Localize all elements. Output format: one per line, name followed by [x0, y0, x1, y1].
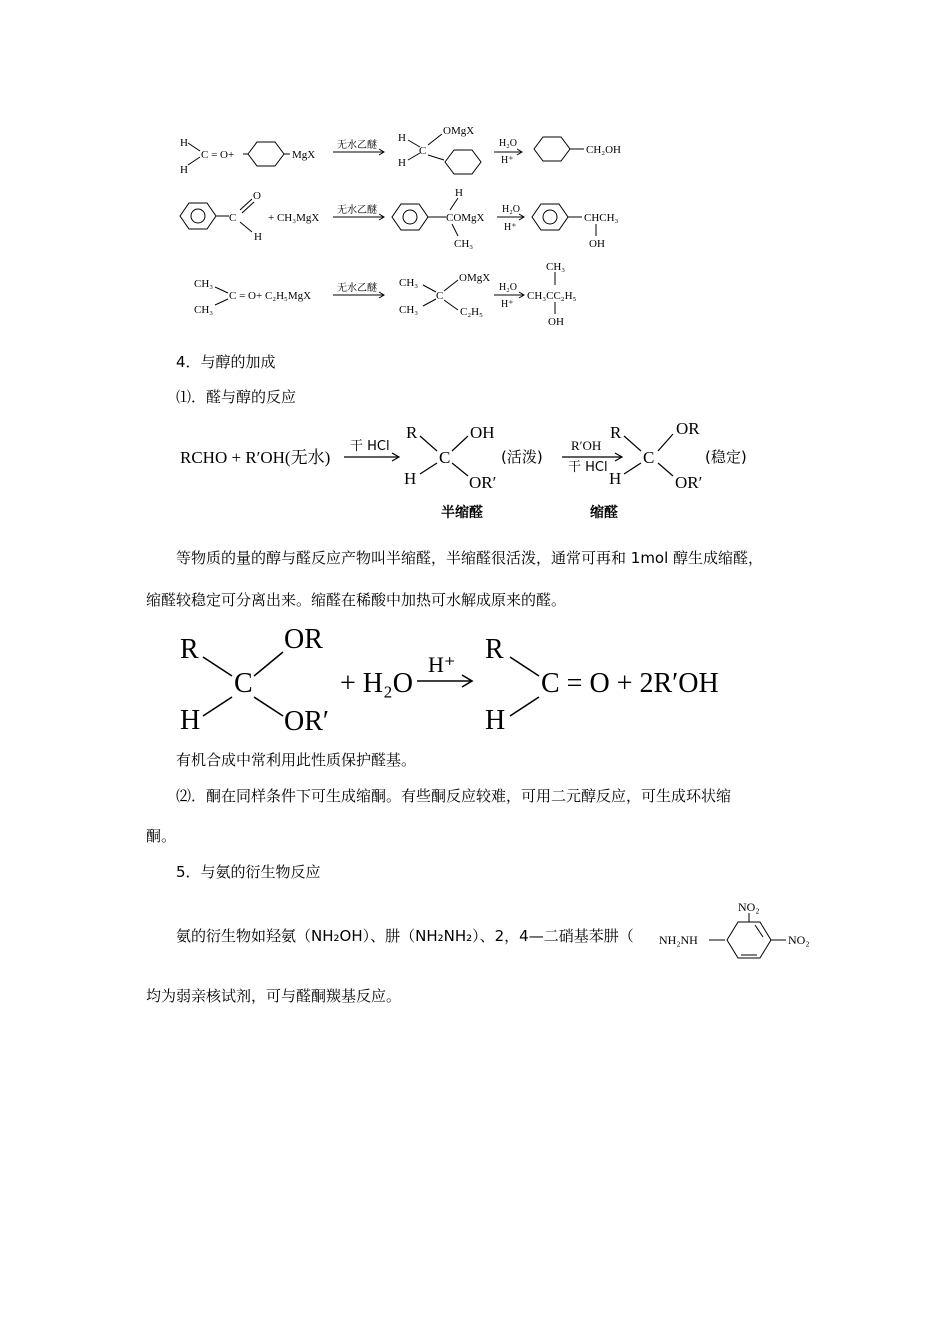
r1-h-bottom: H — [180, 164, 188, 176]
eq1-label-hemiacetal: 半缩醛 — [441, 505, 483, 521]
dnph-no2-top: NO₂ — [738, 900, 760, 914]
eq1-condition-hcl: 干 HCl — [350, 439, 390, 454]
eq1-cond2-bottom: 干 HCl — [568, 460, 608, 475]
eq2-condition-acid: H⁺ — [428, 652, 456, 677]
paragraph-ketal-line-1: ⑵．酮在同样条件下可生成缩酮。有些酮反应较难，可用二元醇反应，可生成环状缩 — [176, 787, 732, 805]
r2-condition-ether: 无水乙醚 — [337, 205, 377, 216]
r1-carbonyl: C = O+ — [201, 149, 235, 161]
r2-c: C — [229, 212, 237, 224]
r3-condition-ether: 无水乙醚 — [337, 283, 377, 294]
paragraph-hemiacetal-line-2: 缩醛较稳定可分离出来。缩醛在稀酸中加热可水解成原来的醛。 — [146, 591, 567, 609]
eq2-or2: OR′ — [284, 706, 330, 737]
r3-product-ch3: CH₃ — [546, 261, 566, 273]
r3-cond2-bottom: H⁺ — [501, 299, 514, 310]
r1-mgx: MgX — [292, 149, 316, 161]
r1-product: CH₂OH — [586, 144, 622, 156]
eq1-acetal-r: R — [610, 423, 622, 442]
eq2-r: R — [180, 634, 199, 665]
r2-int-comgx: COMgX — [446, 212, 485, 224]
r3-int-c2h5: C₂H₅ — [460, 306, 483, 318]
eq1-acetal-or2: OR′ — [675, 473, 703, 492]
r1-cond2-bottom: H⁺ — [501, 155, 514, 166]
r3-int-omgx: OMgX — [459, 272, 491, 284]
eq1-hemi-r: R — [406, 423, 418, 442]
r2-cond2-bottom: H⁺ — [504, 222, 517, 233]
eq1-acetal-h: H — [609, 469, 622, 488]
r2-h: H — [254, 231, 262, 243]
eq1-acetal-or: OR — [676, 419, 700, 438]
r1-int-h2: H — [398, 157, 406, 169]
r3-int-ch3-bottom: CH₃ — [399, 304, 419, 316]
r1-cond2-top: H₂O — [499, 138, 517, 149]
r2-plus-ch3mgx: + CH₃MgX — [268, 212, 320, 224]
eq1-stable-label: (稳定) — [705, 448, 747, 466]
r2-product: CHCH₃ — [584, 212, 619, 224]
eq1-label-acetal: 缩醛 — [590, 505, 618, 521]
r3-product-oh: OH — [548, 316, 564, 328]
section-5-heading: 5．与氨的衍生物反应 — [176, 863, 321, 881]
acetal-formation-equation — [175, 415, 775, 525]
eq2-plus-water: + H₂O — [340, 668, 413, 699]
acetal-hydrolysis-equation — [175, 620, 745, 740]
r3-cond2-top: H₂O — [499, 282, 517, 293]
r1-int-c: C — [419, 145, 427, 157]
r1-int-h: H — [398, 132, 406, 144]
r3-ch3-bottom: CH₃ — [194, 304, 214, 316]
paragraph-ammonia-derivatives-line-2: 均为弱亲核试剂，可与醛酮羰基反应。 — [146, 987, 402, 1005]
paragraph-ketal-line-2: 酮。 — [146, 827, 177, 845]
r1-h-top: H — [180, 137, 188, 149]
eq1-cond2-top: R′OH — [571, 438, 602, 453]
r3-int-c: C — [436, 290, 444, 302]
r3-int-ch3-top: CH₃ — [399, 277, 419, 289]
eq2-or: OR — [284, 624, 323, 655]
paragraph-ammonia-derivatives-line-1: 氨的衍生物如羟氨（NH₂OH）、肼（NH₂NH₂）、2，4—二硝基苯肼（ — [176, 927, 634, 945]
eq1-acetal-c: C — [643, 448, 655, 467]
eq2-c: C — [234, 668, 253, 699]
r2-product-oh: OH — [589, 238, 605, 250]
eq1-hemi-h: H — [404, 469, 417, 488]
r1-condition-ether: 无水乙醚 — [337, 140, 377, 151]
r2-cond2-top: H₂O — [502, 204, 520, 215]
dnph-no2-right: NO₂ — [788, 933, 810, 947]
r1-int-omgx: OMgX — [443, 125, 475, 137]
dnph-nhnh2: NH₂NH — [659, 933, 698, 947]
eq1-hemi-oh: OH — [470, 423, 495, 442]
section-4-heading: 4．与醇的加成 — [176, 353, 276, 371]
paragraph-protect-aldehyde: 有机合成中常利用此性质保护醛基。 — [176, 751, 417, 769]
section-4-subheading-1: ⑴．醛与醇的反应 — [176, 388, 297, 406]
eq2-product-carbonyl: C = O + 2R′OH — [541, 668, 719, 699]
r3-ch3-top: CH₃ — [194, 278, 214, 290]
r2-int-ch3: CH₃ — [454, 238, 474, 250]
eq2-product-h: H — [485, 705, 506, 736]
r2-o: O — [253, 190, 261, 202]
grignard-reaction-scheme — [170, 118, 640, 338]
eq1-hemi-or: OR′ — [469, 473, 497, 492]
r3-carbonyl: C = O+ C₂H₅MgX — [229, 290, 312, 302]
eq1-active-label: (活泼) — [501, 448, 543, 466]
eq1-hemi-c: C — [439, 448, 451, 467]
eq1-reactants: RCHO + R′OH(无水) — [180, 448, 331, 467]
r3-product: CH₃CC₂H₅ — [527, 290, 577, 302]
eq2-product-r: R — [485, 634, 504, 665]
eq2-h: H — [180, 705, 201, 736]
dnph-structure — [655, 895, 825, 970]
paragraph-hemiacetal-line-1: 等物质的量的醇与醛反应产物叫半缩醛，半缩醛很活泼，通常可再和 1mol 醇生成缩醛， — [176, 549, 764, 567]
r2-int-h: H — [455, 187, 463, 199]
